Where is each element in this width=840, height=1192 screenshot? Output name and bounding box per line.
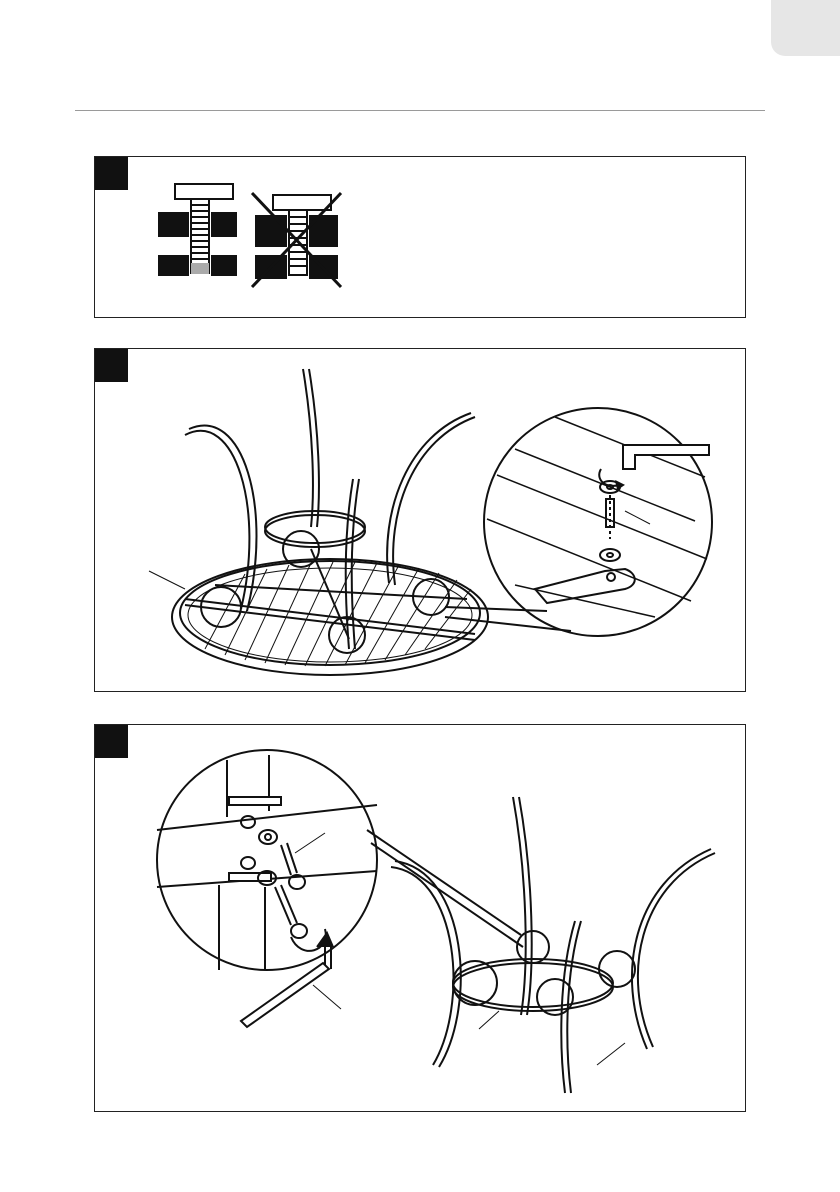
correct-bolt-icon (158, 184, 237, 276)
chapter-tab (771, 0, 840, 56)
step-3-panel (94, 724, 746, 1112)
bolt-depth-illustration (95, 157, 747, 319)
table-top-illustration (95, 349, 747, 693)
incorrect-bolt-icon (252, 193, 341, 287)
step-2-panel (94, 348, 746, 692)
step-1-panel (94, 156, 746, 318)
leg-frame-illustration (95, 725, 747, 1113)
header-divider (75, 110, 765, 111)
